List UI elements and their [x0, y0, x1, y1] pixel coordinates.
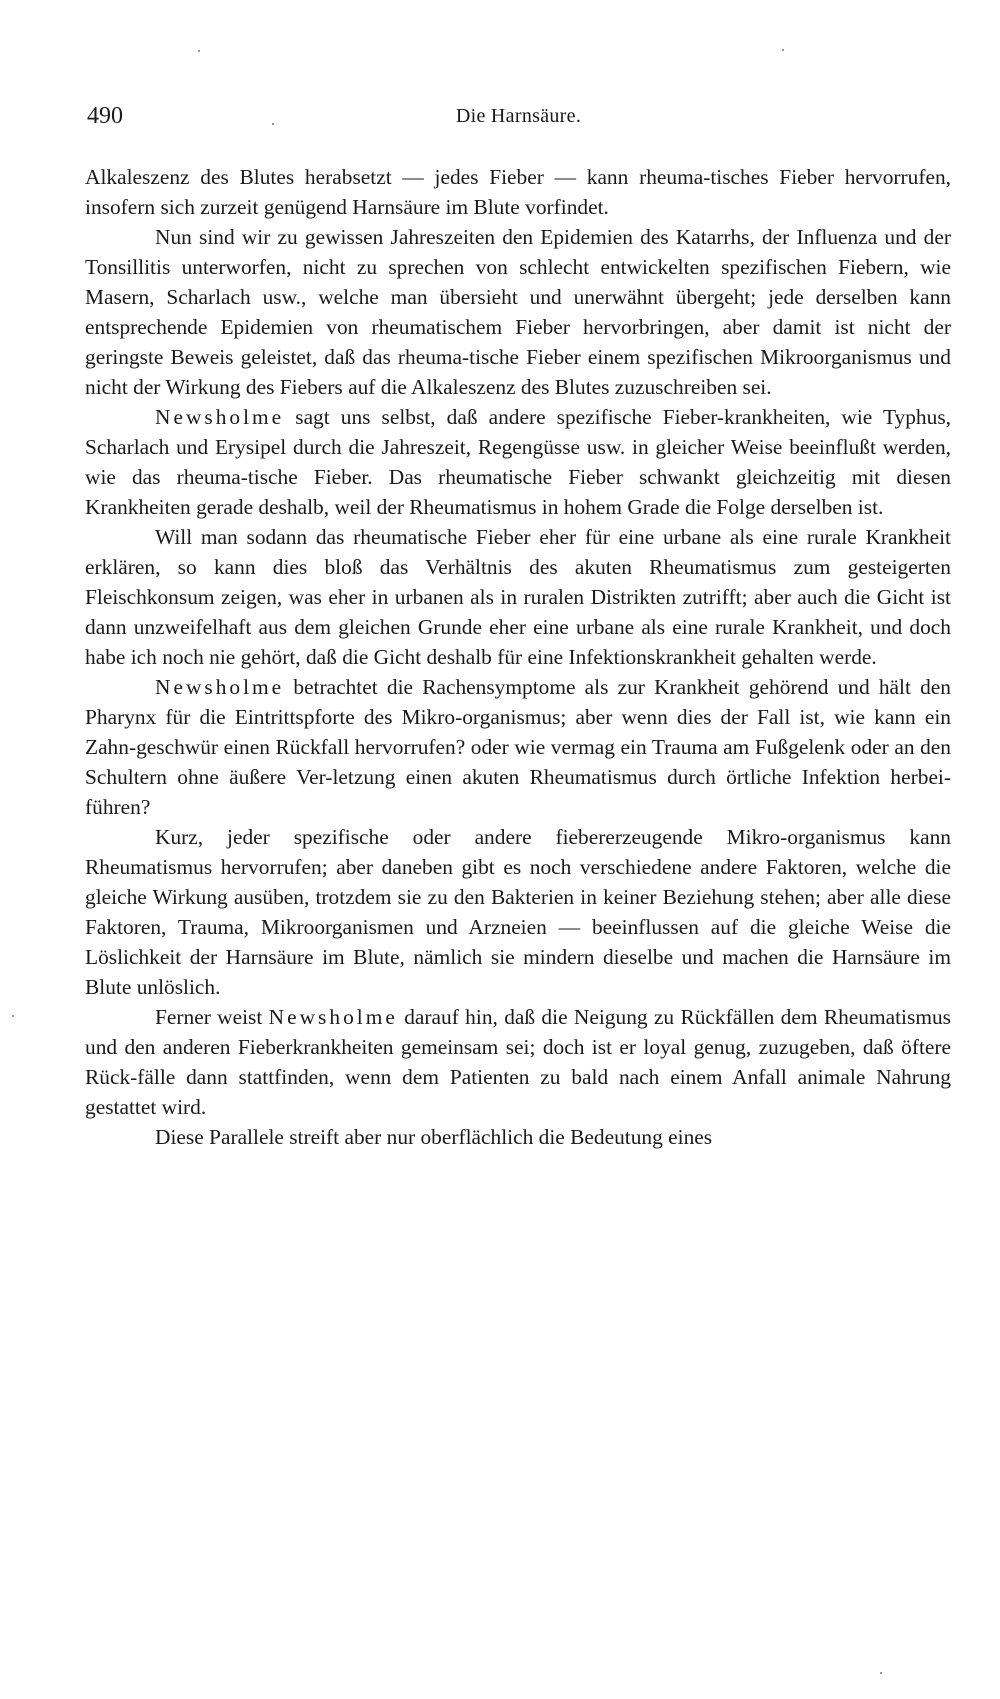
body-text: [85, 162, 951, 1152]
author-name: Newsholme: [155, 405, 285, 429]
paragraph-7: [85, 1002, 951, 1122]
author-name: Newsholme: [268, 1005, 398, 1029]
paragraph-3: [85, 402, 951, 522]
scan-speck: [880, 1672, 882, 1674]
paragraph-8: Diese Parallele streift aber nur oberflächlich die Bedeutung eines: [155, 1125, 713, 1149]
paragraph-5-text: betrachtet die Rachensymptome als zur Krankheit gehörend und hält den Pharynx für die Eintrittspforte des Mikro-organismus; aber wenn dies der Fall ist, wie kann ein Zahn-geschwür einen Rückfall hervorrufen? oder wie vermag ein Trauma am Fußgelenk oder an den Schultern ohne äußere Ver-letzung einen akuten Rheumatismus durch örtliche Infektion herbei-führen?: [85, 675, 951, 819]
page-header: [87, 103, 950, 133]
scan-speck: [12, 1015, 14, 1017]
paragraph-3-text: sagt uns selbst, daß andere spezifische Fieber-krankheiten, wie Typhus, Scharlach und Erysipel durch die Jahreszeit, Regengüsse usw. in gleicher Weise beeinflußt werden, wie das rheuma-tische Fieber. Das rheumatische Fieber schwankt gleichzeitig mit diesen Krankheiten gerade deshalb, weil der Rheumatismus in hohem Grade die Folge derselben ist.: [85, 405, 951, 519]
paragraph-4: Will man sodann das rheumatische Fieber eher für eine urbane als eine rurale Krankheit erklären, so kann dies bloß das Verhältnis des akuten Rheumatismus zum gesteigerten Fleischkonsum zeigen, was eher in urbanen als in ruralen Distrikten zutrifft; aber auch die Gicht ist dann unzweifelhaft aus dem gleichen Grunde eher eine urbane als eine rurale Krankheit, und doch habe ich noch nie gehört, daß die Gicht deshalb für eine Infektionskrankheit gehalten werde.: [85, 525, 951, 669]
page-number: 490: [87, 103, 123, 129]
paragraph-1: Alkaleszenz des Blutes herabsetzt — jedes Fieber — kann rheuma-tisches Fieber hervorrufen, insofern sich zurzeit genügend Harnsäure im Blute vorfindet.: [85, 165, 951, 219]
author-name: Newsholme: [155, 675, 285, 699]
running-title: Die Harnsäure.: [455, 105, 582, 127]
paragraph-7-lead: Ferner weist: [155, 1005, 269, 1029]
paragraph-2: Nun sind wir zu gewissen Jahreszeiten den Epidemien des Katarrhs, der Influenza und der Tonsillitis unterworfen, nicht zu sprechen von schlecht entwickelten spezifischen Fiebern, wie Masern, Scharlach usw., welche man übersieht und unerwähnt übergeht; jede derselben kann entsprechende Epidemien von rheumatischem Fieber hervorbringen, aber damit ist nicht der geringste Beweis geleistet, daß das rheuma-tische Fieber einem spezifischen Mikroorganismus und nicht der Wirkung des Fiebers auf die Alkaleszenz des Blutes zuzuschreiben sei.: [85, 225, 951, 399]
paragraph-5: [85, 672, 951, 822]
paragraph-6: Kurz, jeder spezifische oder andere fiebererzeugende Mikro-organismus kann Rheumatismus hervorrufen; aber daneben gibt es noch verschiedene andere Faktoren, welche die gleiche Wirkung ausüben, trotzdem sie zu den Bakterien in keiner Beziehung stehen; aber alle diese Faktoren, Trauma, Mikroorganismen und Arzneien — beeinflussen auf die gleiche Weise die Löslichkeit der Harnsäure im Blute, nämlich sie mindern dieselbe und machen die Harnsäure im Blute unlöslich.: [85, 825, 951, 999]
scan-speck: [782, 49, 784, 51]
scan-speck: [198, 50, 200, 52]
paragraph-7-text: darauf hin, daß die Neigung zu Rückfällen dem Rheumatismus und den anderen Fieberkrankheiten gemeinsam sei; doch ist er loyal genug, zuzugeben, daß öftere Rück-fälle dann stattfinden, wenn dem Patienten zu bald nach einem Anfall animale Nahrung gestattet wird.: [85, 1005, 951, 1119]
